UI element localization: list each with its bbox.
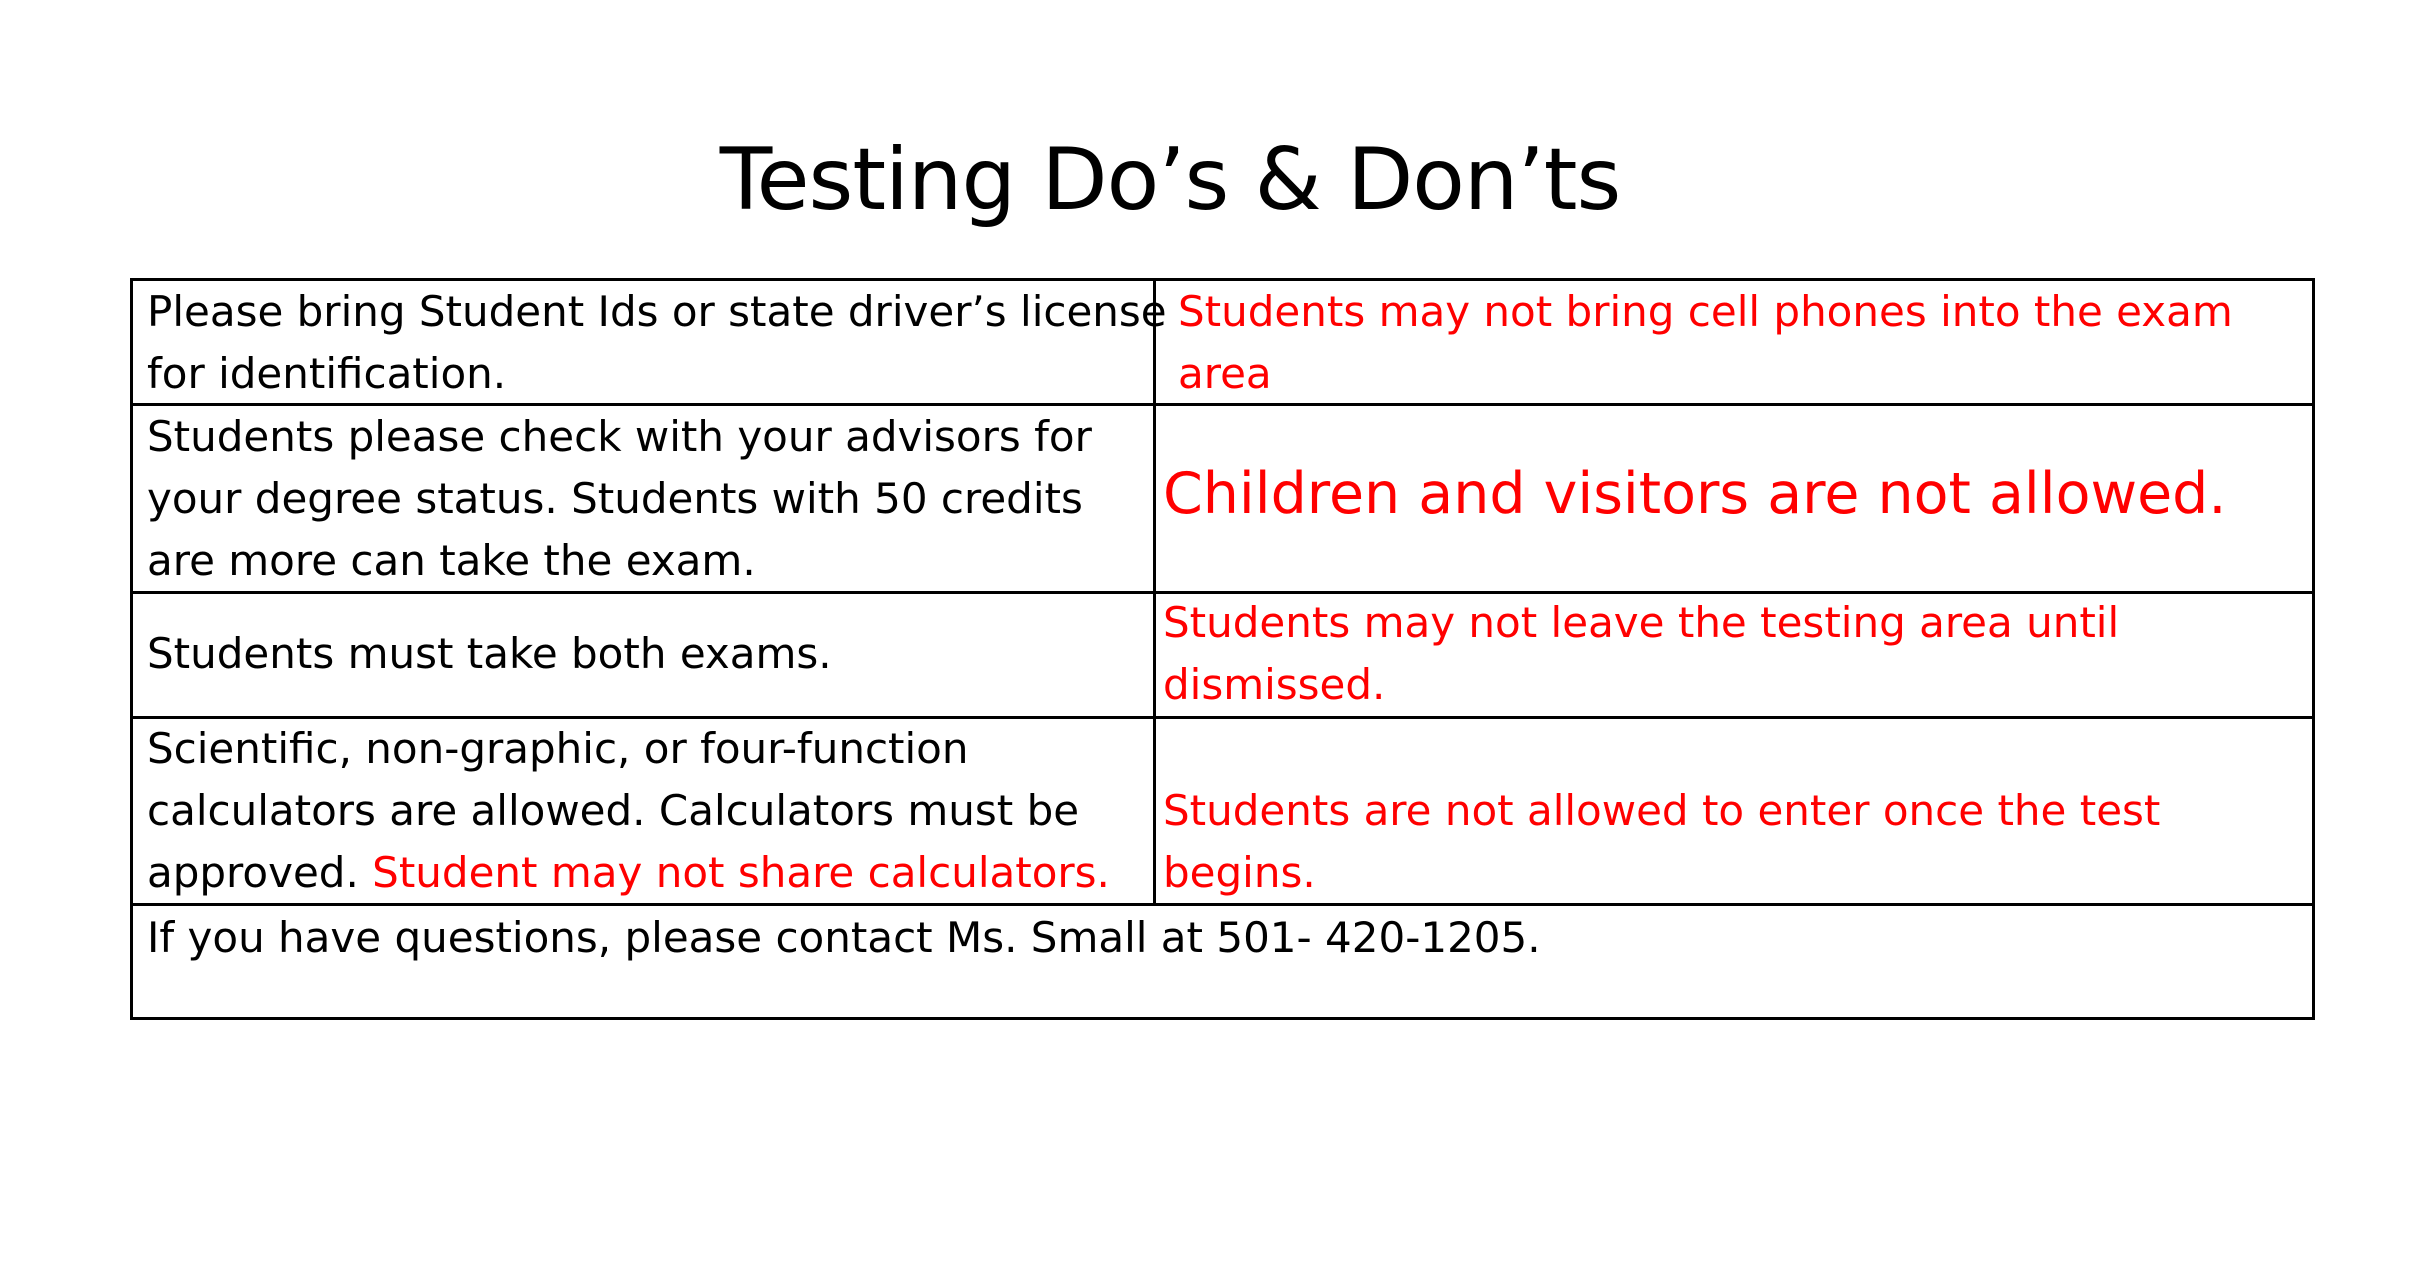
footer-contact: If you have questions, please contact Ms. Small at 501- 420-1205. [147,913,1541,962]
cell-line: Please bring Student Ids or state driver’s license [147,287,1167,336]
do-cell-degree-status [147,406,1092,592]
dont-cell-cell-phones [1178,281,2233,405]
cell-line: for identification. [147,349,507,398]
cell-line: Students may not bring cell phones into the exam [1178,287,2233,336]
cell-line: dismissed. [1163,660,1386,709]
do-cell-calculators [147,718,1110,904]
page-title: Testing Do’s & Don’ts [719,130,1621,230]
cell-line: Students please check with your advisors for [147,412,1092,461]
cell-line: calculators are allowed. Calculators must be [147,786,1080,835]
dont-cell-leave-area [1163,592,2119,716]
dos-donts-table [130,278,2315,1020]
cell-text: approved. [147,848,373,897]
cell-line [147,842,1110,904]
cell-line: begins. [1163,848,1316,897]
cell-line: Students must take both exams. [147,629,832,678]
do-cell-both-exams [147,623,832,685]
cell-line: Students are not allowed to enter once the test [1163,786,2161,835]
cell-line: Scientific, non-graphic, or four-function [147,724,969,773]
cell-line: area [1178,349,1272,398]
cell-line: are more can take the exam. [147,536,756,585]
cell-line: your degree status. Students with 50 credits [147,474,1083,523]
dont-cell-late-entry [1163,780,2160,904]
calculator-sharing-warning: Student may not share calculators. [372,848,1110,897]
do-cell-id-requirement [147,281,1167,405]
cell-line: Students may not leave the testing area until [1163,598,2120,647]
cell-line: Children and visitors are not allowed. [1163,461,2227,527]
dont-cell-visitors [1163,459,2226,529]
